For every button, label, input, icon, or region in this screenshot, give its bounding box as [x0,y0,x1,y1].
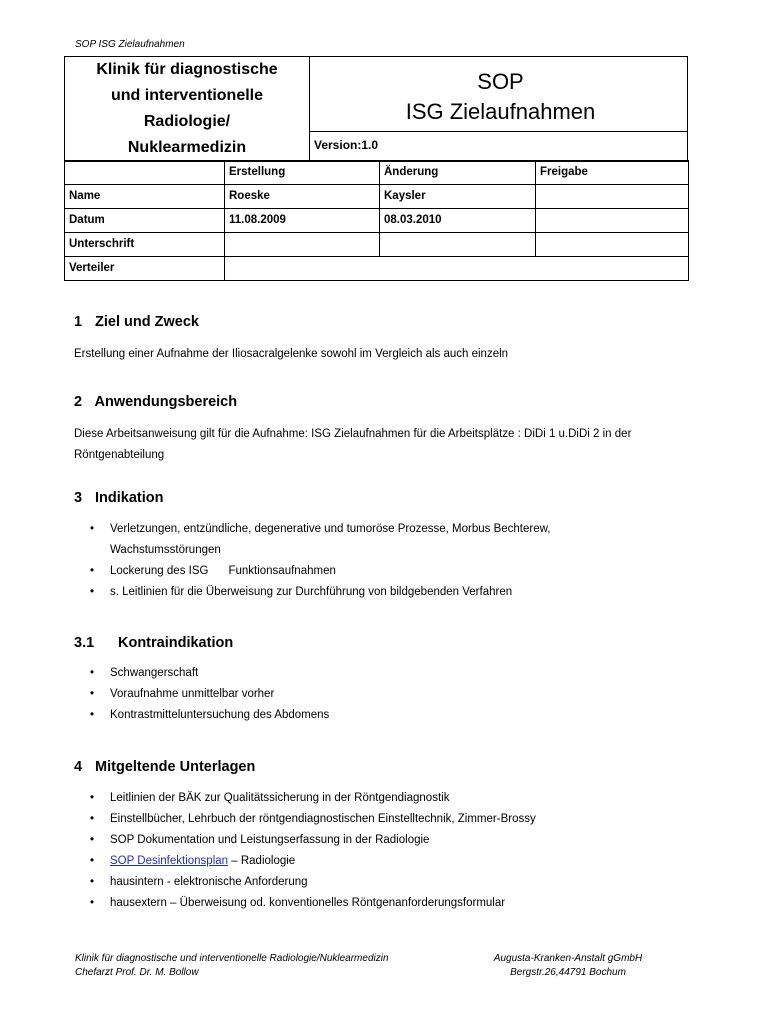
column-header: Änderung [380,161,536,185]
section-heading-kontraindikation: 3.1 Kontraindikation [74,635,234,651]
column-header: Erstellung [225,161,380,185]
section-heading-anwendungsbereich: 2 Anwendungsbereich [74,394,238,410]
table-row [65,185,689,209]
desinfektionsplan-link[interactable]: SOP Desinfektionsplan [110,855,229,867]
document-title: SOP ISG Zielaufnahmen [310,57,688,132]
row-label: Datum [65,209,225,233]
kontraindikation-list [74,663,714,726]
list-item: • hausextern – Überweisung od. konventionelles Röntgenanforderungsformular [74,893,714,914]
table-cell: 08.03.2010 [380,209,536,233]
list-item: • SOP Desinfektionsplan – Radiologie [74,851,714,872]
table-cell [536,233,689,257]
section-heading-ziel: 1 Ziel und Zweck [74,314,199,330]
unterlagen-list [74,788,714,914]
list-item: • Einstellbücher, Lehrbuch der röntgendiagnostischen Einstelltechnik, Zimmer-Brossy [74,809,714,830]
list-item: • s. Leitlinien für die Überweisung zur Durchführung von bildgebenden Verfahren [74,582,714,603]
table-cell [380,233,536,257]
section-text-ziel: Erstellung einer Aufnahme der Iliosacralgelenke sowohl im Vergleich als auch einzeln [74,348,509,360]
running-header: SOP ISG Zielaufnahmen [75,39,185,50]
table-row [65,161,689,185]
sop-header-table [64,56,688,162]
table-row [65,233,689,257]
list-item: • Kontrastmitteluntersuchung des Abdomens [74,705,714,726]
table-row [65,257,689,281]
column-header: Freigabe [536,161,689,185]
list-item: • Schwangerschaft [74,663,714,684]
list-item: • Verletzungen, entzündliche, degenerative und tumoröse Prozesse, Morbus Bechterew, Wachstumsstörungen [74,519,714,561]
table-row [65,209,689,233]
list-item: • hausintern - elektronische Anforderung [74,872,714,893]
approval-table [64,160,689,281]
version-label: Version:1.0 [310,132,688,162]
section-heading-unterlagen: 4 Mitgeltende Unterlagen [74,759,256,775]
indikation-list [74,519,714,603]
section-text-anwendungsbereich: Diese Arbeitsanweisung gilt für die Aufnahme: ISG Zielaufnahmen für die Arbeitsplätze : DiDi 1 u.DiDi 2 in der Röntgenabteilung [74,428,632,461]
list-item: • Leitlinien der BÄK zur Qualitätssicherung in der Röntgendiagnostik [74,788,714,809]
table-cell: Roeske [225,185,380,209]
list-item: • SOP Dokumentation und Leistungserfassung in der Radiologie [74,830,714,851]
table-cell [536,185,689,209]
footer-address: Augusta-Kranken-Anstalt gGmbH Bergstr.26,44791 Bochum [493,953,643,978]
table-cell [225,257,689,281]
row-label: Unterschrift [65,233,225,257]
section-heading-indikation: 3 Indikation [74,490,164,506]
table-cell: 11.08.2009 [225,209,380,233]
list-item: • Lockerung des ISG Funktionsaufnahmen [74,561,714,582]
list-item: • Voraufnahme unmittelbar vorher [74,684,714,705]
institution-name: Klinik für diagnostische und interventionelle Radiologie/ Nuklearmedizin [65,57,310,162]
table-cell: Kaysler [380,185,536,209]
row-label: Verteiler [65,257,225,281]
table-cell [536,209,689,233]
row-label: Name [65,185,225,209]
footer-clinic: Klinik für diagnostische und interventionelle Radiologie/Nuklearmedizin Chefarzt Prof. Dr. M. Bollow [75,953,389,978]
table-cell [225,233,380,257]
